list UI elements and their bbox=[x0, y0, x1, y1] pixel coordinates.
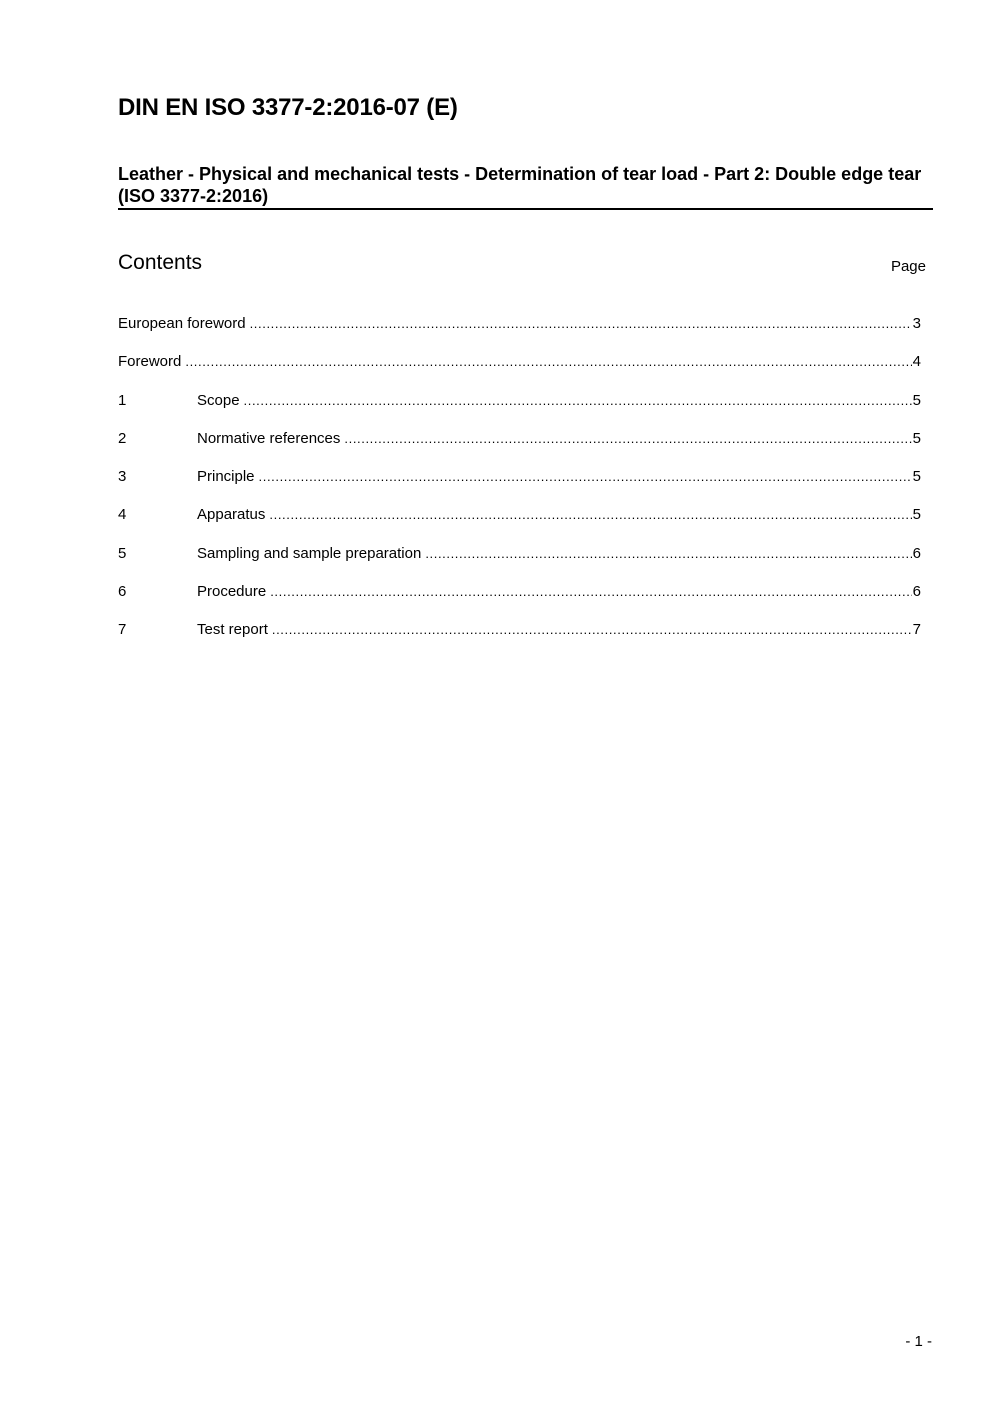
toc-entry-test-report[interactable] bbox=[118, 621, 921, 659]
toc-entry-title: Foreword bbox=[118, 353, 182, 371]
toc-entry-title: Sampling and sample preparation bbox=[197, 544, 422, 562]
toc-entry-sampling[interactable] bbox=[118, 545, 921, 583]
page-title: DIN EN ISO 3377-2:2016-07 (E) bbox=[118, 94, 458, 121]
toc-entry-page: 5 bbox=[912, 429, 921, 447]
toc-dot-leader bbox=[344, 431, 911, 446]
toc-entry-principle[interactable] bbox=[118, 468, 921, 506]
toc-entry-title: European foreword bbox=[118, 315, 246, 332]
toc-dot-leader bbox=[244, 393, 912, 408]
toc-entry-scope[interactable] bbox=[118, 392, 921, 430]
toc-entry-page: 3 bbox=[912, 315, 921, 332]
toc-entry-procedure[interactable] bbox=[118, 583, 921, 621]
toc-dot-leader bbox=[185, 354, 911, 369]
toc-entry-title: Apparatus bbox=[197, 506, 266, 524]
toc-entry-page: 4 bbox=[912, 353, 921, 371]
toc-entry-number: 7 bbox=[118, 621, 127, 639]
toc-dot-leader bbox=[270, 584, 911, 599]
toc-dot-leader bbox=[269, 507, 911, 522]
toc-dot-leader bbox=[259, 469, 912, 484]
toc-entry-european-foreword[interactable] bbox=[118, 315, 921, 353]
toc-entry-title: Test report bbox=[197, 621, 268, 639]
toc-entry-title: Procedure bbox=[197, 583, 267, 601]
toc-dot-leader bbox=[272, 622, 912, 637]
toc-entry-page: 5 bbox=[912, 506, 921, 524]
toc-entry-number: 1 bbox=[118, 391, 127, 409]
toc-entry-number: 5 bbox=[118, 544, 127, 562]
page-number: - 1 - bbox=[905, 1333, 932, 1350]
toc-entry-page: 6 bbox=[912, 583, 921, 601]
toc-dot-leader bbox=[250, 316, 912, 331]
toc-entry-number: 3 bbox=[118, 468, 127, 486]
toc-entry-title: Scope bbox=[197, 391, 240, 409]
toc-entry-page: 6 bbox=[912, 544, 921, 562]
toc-entry-page: 5 bbox=[912, 468, 921, 486]
toc-entry-foreword[interactable] bbox=[118, 353, 921, 391]
toc-entry-normative-references[interactable] bbox=[118, 430, 921, 468]
toc-dot-leader bbox=[425, 546, 911, 561]
toc-entry-page: 5 bbox=[912, 391, 921, 409]
toc-entry-title: Normative references bbox=[197, 429, 341, 447]
toc-entry-number: 4 bbox=[118, 506, 127, 524]
toc-entry-page: 7 bbox=[912, 621, 921, 639]
contents-heading: Contents bbox=[118, 251, 203, 274]
toc-entry-title: Principle bbox=[197, 468, 255, 486]
toc-entry-number: 2 bbox=[118, 429, 127, 447]
page-column-label: Page bbox=[890, 258, 926, 275]
toc-entry-apparatus[interactable] bbox=[118, 506, 921, 544]
document-subtitle: Leather - Physical and mechanical tests - Determination of tear load - Part 2: Double edge tear (ISO 3377-2:2016) bbox=[118, 163, 933, 210]
table-of-contents bbox=[118, 315, 921, 660]
toc-entry-number: 6 bbox=[118, 583, 127, 601]
